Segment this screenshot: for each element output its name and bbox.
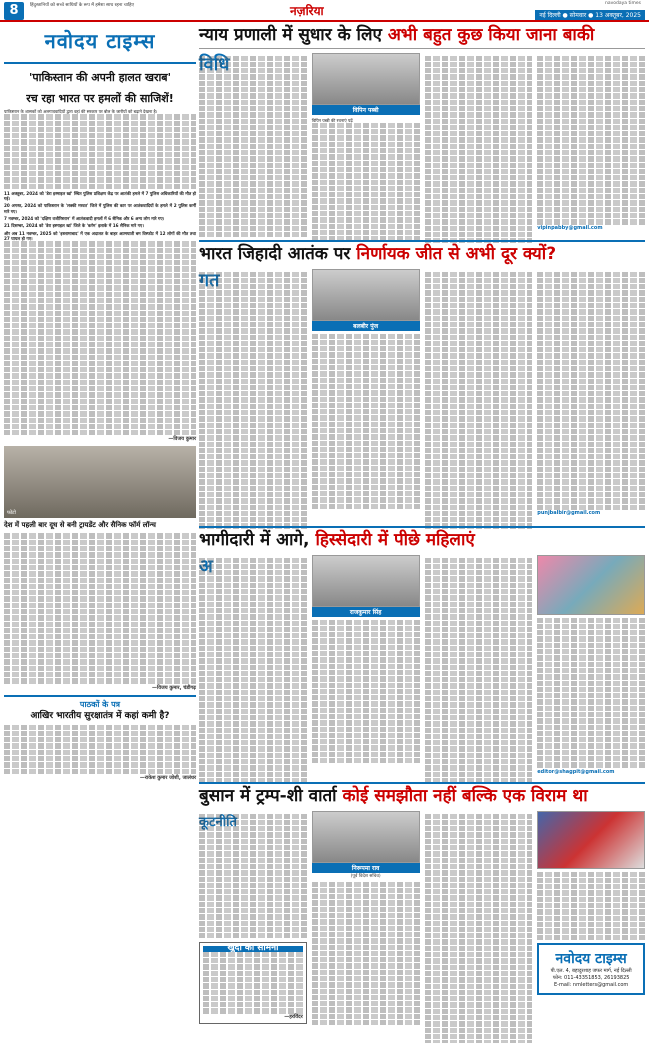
author-email[interactable]: vipinpabby@gmail.com xyxy=(537,224,603,231)
newspaper-logo: नवोदय टाइम्स xyxy=(44,29,156,53)
headline-part: भागीदारी में आगे, xyxy=(199,530,316,550)
article-terror xyxy=(199,240,645,524)
header-strip-text: हिंदुस्तानियों को सच्चे साथियों के रूप में हमेशा साथ रहना चाहिए xyxy=(30,3,134,8)
author-email[interactable]: editor@shagpit@gmail.com xyxy=(537,768,615,775)
editorial-title: 'पाकिस्तान की अपनी हालत खराब' xyxy=(29,71,171,84)
ad-phone: फोन: 011-43351853, 26193825 xyxy=(552,974,630,981)
article-judiciary xyxy=(199,26,645,236)
drop-cap: गत xyxy=(199,269,220,291)
editorial-point: 7 नवम्बर, 2024 को 'दक्षिण वजीरिस्तान' में आतंकवादी हमलों में 6 सैनिक और 6 अन्य लोग मारे गए। xyxy=(4,216,165,222)
letter-body xyxy=(4,725,196,774)
ad-email[interactable]: E-mail: nmletters@gmail.com xyxy=(553,981,629,988)
author-role: (पूर्व विदेश सचिव) xyxy=(350,873,381,879)
drop-cap: कूटनीति xyxy=(199,814,237,830)
editorial-point: 11 अक्तूबर, 2024 को 'डेरा इस्माइल खां' स्थित पुलिस प्रशिक्षण केंद्र पर आतंकी हमले में 7 पुलिस अधिकारियों की मौत हो गई। xyxy=(4,190,196,202)
headline-part: न्याय प्रणाली में सुधार के लिए xyxy=(199,25,388,45)
letter-headline: आखिर भारतीय सुरक्षातंत्र में कहां कमी है? xyxy=(30,710,170,721)
drop-cap: विधि xyxy=(199,53,230,75)
author-name: बलबीर पुंज xyxy=(312,321,420,331)
article-headline xyxy=(199,26,645,49)
article-busan xyxy=(199,782,645,1038)
headline-highlight: अभी बहुत कुछ किया जाना बाकी xyxy=(387,25,595,45)
brand-name: navodaya times xyxy=(604,1,641,6)
article-headline xyxy=(199,531,645,551)
women-photo xyxy=(537,555,645,615)
letter-byline: —राकेश कुमार जोशी, जालंधर xyxy=(139,774,196,781)
article-headline xyxy=(199,787,645,807)
photo-story-body xyxy=(4,533,196,683)
author-email[interactable]: punjbalbir@gmail.com xyxy=(537,509,601,516)
photo-label: फोटो xyxy=(7,510,16,517)
headline-highlight: निर्णायक जीत से अभी दूर क्यों? xyxy=(356,244,557,264)
ad-logo: नवोदय टाइम्स xyxy=(555,950,627,967)
dateline: नई दिल्ली ● सोमवार ● 13 अक्तूबर, 2025 xyxy=(535,10,645,20)
article-headline xyxy=(199,245,645,265)
editorial-point: 20 अगस्त, 2024 को पाकिस्तान के 'लक्की मरवत' जिले में पुलिस की कार पर आतंकवादियों के हमले में 2 पुलिस कर्मी मारे गए। xyxy=(4,203,196,214)
author-name: राजकुमार सिंह xyxy=(312,607,420,617)
editorial-masthead xyxy=(4,26,196,64)
editorial-intro: पाकिस्तान के शासकों को अलगाववादियों द्वारा वहां की सरकार पर बोल के जारीयों को बढ़ाने देखना है। xyxy=(4,109,158,114)
headline-highlight: कोई समझौता नहीं बल्कि एक विराम था xyxy=(342,786,588,806)
photo-story-headline: देश में पहली बार दूध से बनी ट्रायडेंट और सैनिक फॉर्म लॉन्च xyxy=(4,521,156,530)
headline-highlight: हिस्सेदारी में पीछे महिलाएं xyxy=(315,530,475,550)
news-photo xyxy=(4,446,196,518)
page-number: 8 xyxy=(4,2,24,20)
author-photo xyxy=(312,269,420,321)
page-header xyxy=(0,0,649,22)
editorial-subtitle: रच रहा भारत पर हमलों की साजिशें! xyxy=(26,92,174,105)
headline-part: बुसान में ट्रम्प-शी वार्ता xyxy=(199,786,343,806)
article-women xyxy=(199,526,645,778)
photo-story-byline: —विजय कुमार, चंडीगढ़ xyxy=(151,684,196,691)
editorial-body xyxy=(4,109,196,435)
ad-address: पी.एल. 4, बहादुरशाह जफर मार्ग, नई दिल्ली xyxy=(550,967,632,974)
newspaper-ad xyxy=(537,943,645,995)
trump-xi-photo xyxy=(537,811,645,869)
section-title: नज़रिया xyxy=(290,4,324,18)
editorial-byline: —विजय कुमार xyxy=(168,436,196,443)
author-name: विपिन पब्बी xyxy=(312,105,420,115)
author-photo xyxy=(312,555,420,607)
opinion-area xyxy=(199,26,645,1038)
left-column xyxy=(4,26,196,1038)
author-photo xyxy=(312,53,420,105)
editorial-point: 21 दिसम्बर, 2024 को 'डेरा इस्माइल खां' जिले के 'कर्रम' इलाके में 16 सैनिक मारे गए। xyxy=(4,223,144,229)
author-photo xyxy=(312,811,420,863)
poem-byline: —हरविंदर xyxy=(284,1013,303,1020)
editorial-point: और अब 11 नवम्बर, 2025 को 'इस्लामाबाद' में एक अदालत के बाहर आत्मघाती बम विस्फोट में 12 लोगों की मौत तथा 27 घायल हो गए। xyxy=(4,230,196,241)
author-note: विपिन पब्बी की रचनाएं पढ़ें xyxy=(311,117,353,123)
drop-cap: अ xyxy=(199,555,213,577)
headline-part: भारत जिहादी आतंक पर xyxy=(199,244,357,264)
poem-box xyxy=(199,942,307,1024)
poem-title: खुदा का सामना xyxy=(203,946,303,951)
letters-section-title: पाठकों के पत्र xyxy=(4,695,196,710)
author-name: निरूपमा राव xyxy=(312,863,420,873)
